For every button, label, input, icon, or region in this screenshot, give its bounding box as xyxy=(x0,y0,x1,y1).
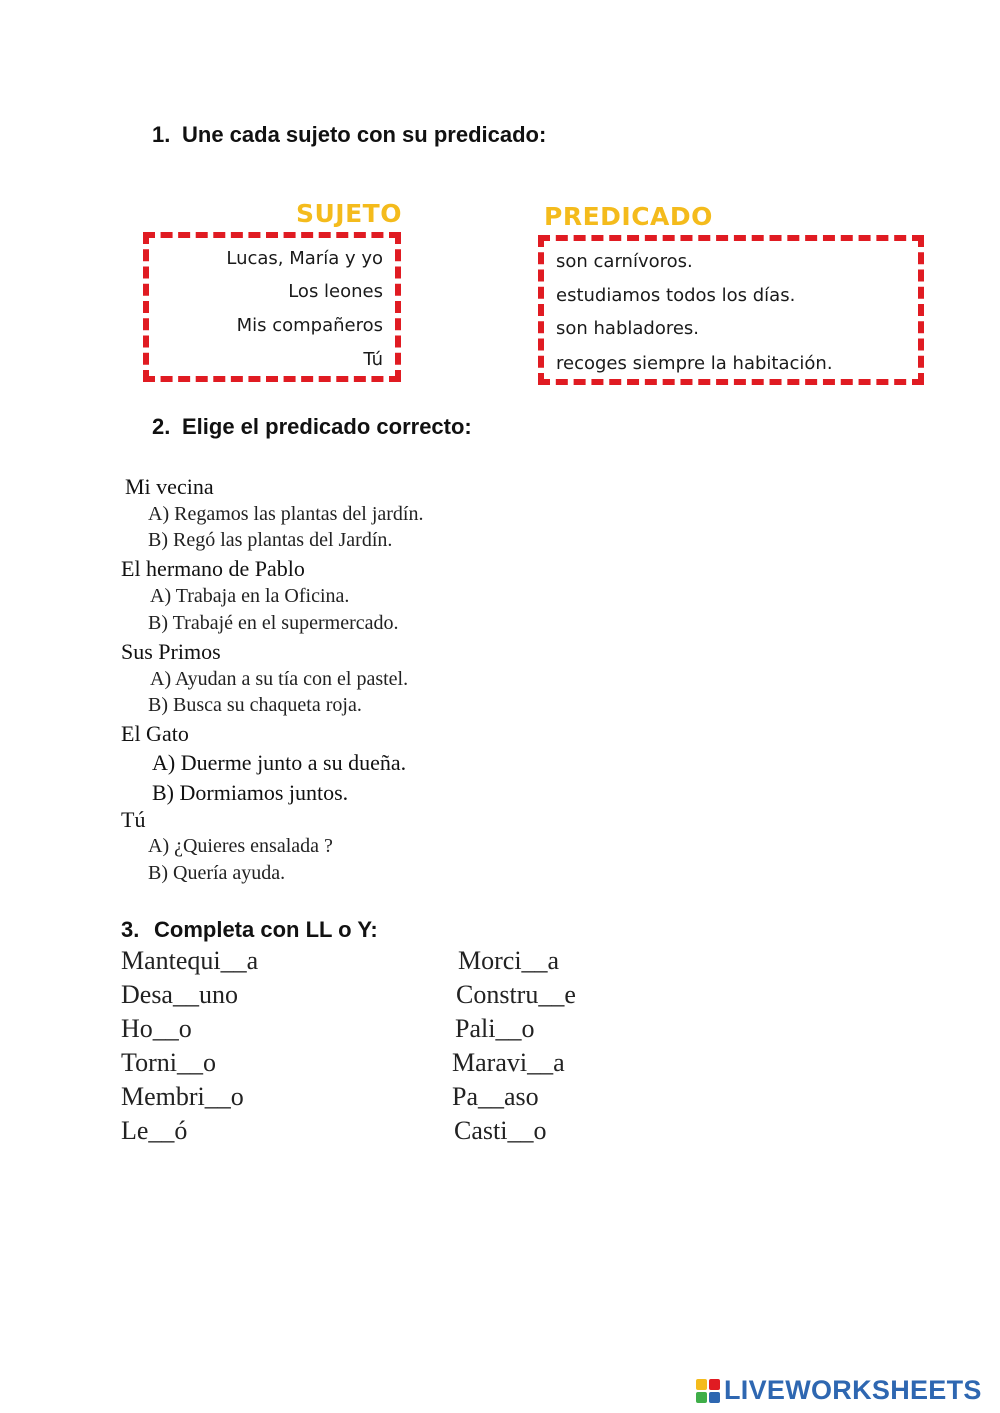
subject-item[interactable]: Los leones xyxy=(288,281,383,302)
liveworksheets-wordmark: LIVEWORKSHEETS xyxy=(724,1375,982,1405)
fill-word[interactable]: Mantequi__a xyxy=(121,946,259,975)
subject-item[interactable]: Mis compañeros xyxy=(236,315,383,336)
fill-word[interactable]: Pali__o xyxy=(455,1014,535,1043)
option-a[interactable]: A) Duerme junto a su dueña. xyxy=(152,750,407,775)
question-subject: El Gato xyxy=(121,721,189,746)
fill-word[interactable]: Pa__aso xyxy=(452,1082,539,1111)
subject-item[interactable]: Tú xyxy=(363,349,383,370)
fill-word[interactable]: Membri__o xyxy=(121,1082,244,1111)
option-b[interactable]: B) Busca su chaqueta roja. xyxy=(148,694,362,716)
option-b[interactable]: B) Regó las plantas del Jardín. xyxy=(148,529,393,551)
predicate-item[interactable]: son carnívoros. xyxy=(556,251,693,272)
option-b[interactable]: B) Trabajé en el supermercado. xyxy=(148,612,399,634)
predicate-item[interactable]: son habladores. xyxy=(556,318,700,339)
section-2-heading xyxy=(152,414,472,440)
fill-word[interactable]: Constru__e xyxy=(456,980,576,1009)
fill-word[interactable]: Casti__o xyxy=(454,1116,547,1145)
sujeto-title: SUJETO xyxy=(296,199,402,228)
fill-word[interactable]: Morci__a xyxy=(458,946,560,975)
fill-word[interactable]: Maravi__a xyxy=(452,1048,565,1077)
predicate-item[interactable]: recoges siempre la habitación. xyxy=(556,353,833,374)
predicado-title: PREDICADO xyxy=(544,202,713,231)
question-subject: Tú xyxy=(121,807,146,832)
option-a[interactable]: A) Ayudan a su tía con el pastel. xyxy=(150,668,409,690)
section-3-heading xyxy=(121,917,378,943)
section-1-heading xyxy=(152,122,546,148)
question-subject: Sus Primos xyxy=(121,639,221,664)
fill-word[interactable]: Le__ó xyxy=(121,1116,188,1145)
option-b[interactable]: B) Dormiamos juntos. xyxy=(152,780,349,805)
section-2-number: 2. xyxy=(152,414,171,439)
option-a[interactable]: A) Trabaja en la Oficina. xyxy=(150,585,350,607)
section-2-title: Elige el predicado correcto: xyxy=(182,414,472,439)
option-b[interactable]: B) Quería ayuda. xyxy=(148,862,286,884)
section-1-number: 1. xyxy=(152,122,171,147)
fill-word[interactable]: Desa__uno xyxy=(121,980,238,1009)
section-3-number: 3. xyxy=(121,917,140,942)
subject-item[interactable]: Lucas, María y yo xyxy=(226,248,383,269)
predicate-item[interactable]: estudiamos todos los días. xyxy=(556,285,796,306)
option-a[interactable]: A) ¿Quieres ensalada ? xyxy=(148,835,333,857)
question-subject: Mi vecina xyxy=(125,474,214,499)
fill-word[interactable]: Torni__o xyxy=(121,1048,216,1077)
liveworksheets-logo-icon xyxy=(696,1379,720,1403)
question-subject: El hermano de Pablo xyxy=(121,556,305,581)
fill-word[interactable]: Ho__o xyxy=(121,1014,192,1043)
section-1-title: Une cada sujeto con su predicado: xyxy=(182,122,547,147)
section-3-title: Completa con LL o Y: xyxy=(154,917,378,942)
option-a[interactable]: A) Regamos las plantas del jardín. xyxy=(148,503,424,525)
liveworksheets-logo xyxy=(696,1375,982,1406)
